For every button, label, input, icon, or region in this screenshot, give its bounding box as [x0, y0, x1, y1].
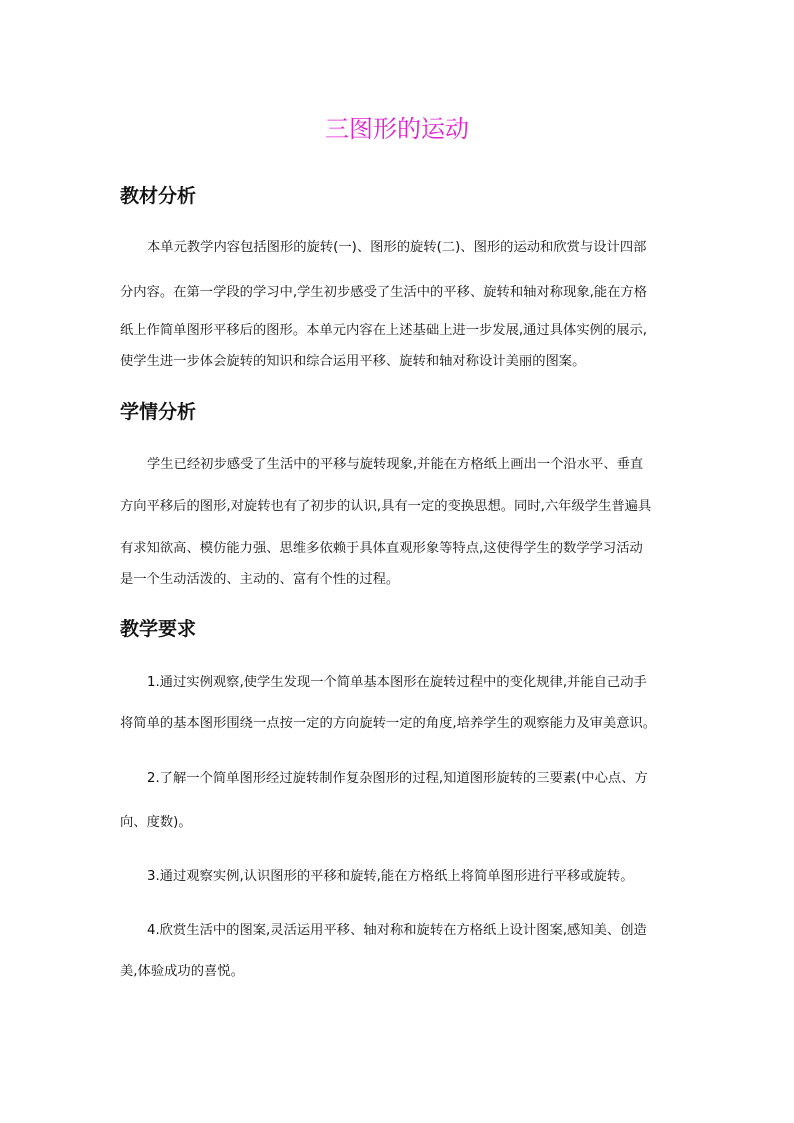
- paragraph-line: 学生已经初步感受了生活中的平移与旋转现象,并能在方格纸上画出一个沿水平、垂直: [147, 457, 644, 472]
- paragraph-line: 美,体验成功的喜悦。: [120, 964, 244, 979]
- paragraph-line: 是一个生动活泼的、主动的、富有个性的过程。: [120, 572, 400, 587]
- section-heading-student-analysis: 学情分析: [120, 401, 197, 423]
- paragraph-line: 分内容。在第一学段的学习中,学生初步感受了生活中的平移、旋转和轴对称现象,能在方格: [120, 285, 648, 300]
- paragraph-line: 1.通过实例观察,使学生发现一个简单基本图形在旋转过程中的变化规律,并能自己动手: [147, 675, 647, 690]
- paragraph-line: 向、度数)。: [120, 815, 192, 830]
- paragraph-line: 本单元教学内容包括图形的旋转(一)、图形的旋转(二)、图形的运动和欣赏与设计四部: [147, 240, 647, 255]
- paragraph-line: 4.欣赏生活中的图案,灵活运用平移、轴对称和旋转在方格纸上设计图案,感知美、创造: [147, 923, 647, 938]
- section-heading-teaching-requirements: 教学要求: [120, 618, 197, 640]
- paragraph-line: 将简单的基本图形围绕一点按一定的方向旋转一定的角度,培养学生的观察能力及审美意识。: [120, 716, 657, 731]
- paragraph-line: 使学生进一步体会旋转的知识和综合运用平移、旋转和轴对称设计美丽的图案。: [120, 354, 586, 369]
- paragraph-line: 纸上作简单图形平移后的图形。本单元内容在上述基础上进一步发展,通过具体实例的展示,: [120, 323, 648, 338]
- paragraph-line: 方向平移后的图形,对旋转也有了初步的认识,具有一定的变换思想。同时,六年级学生普遍具: [120, 499, 652, 514]
- paragraph-line: 2.了解一个简单图形经过旋转制作复杂图形的过程,知道图形旋转的三要素(中心点、方: [147, 771, 648, 786]
- paragraph-line: 3.通过观察实例,认识图形的平移和旋转,能在方格纸上将简单图形进行平移或旋转。: [147, 869, 634, 884]
- paragraph-line: 有求知欲高、模仿能力强、思维多依赖于具体直观形象等特点,这使得学生的数学学习活动: [120, 541, 643, 556]
- section-heading-textbook-analysis: 教材分析: [120, 185, 197, 207]
- document-title: 三图形的运动: [325, 115, 469, 143]
